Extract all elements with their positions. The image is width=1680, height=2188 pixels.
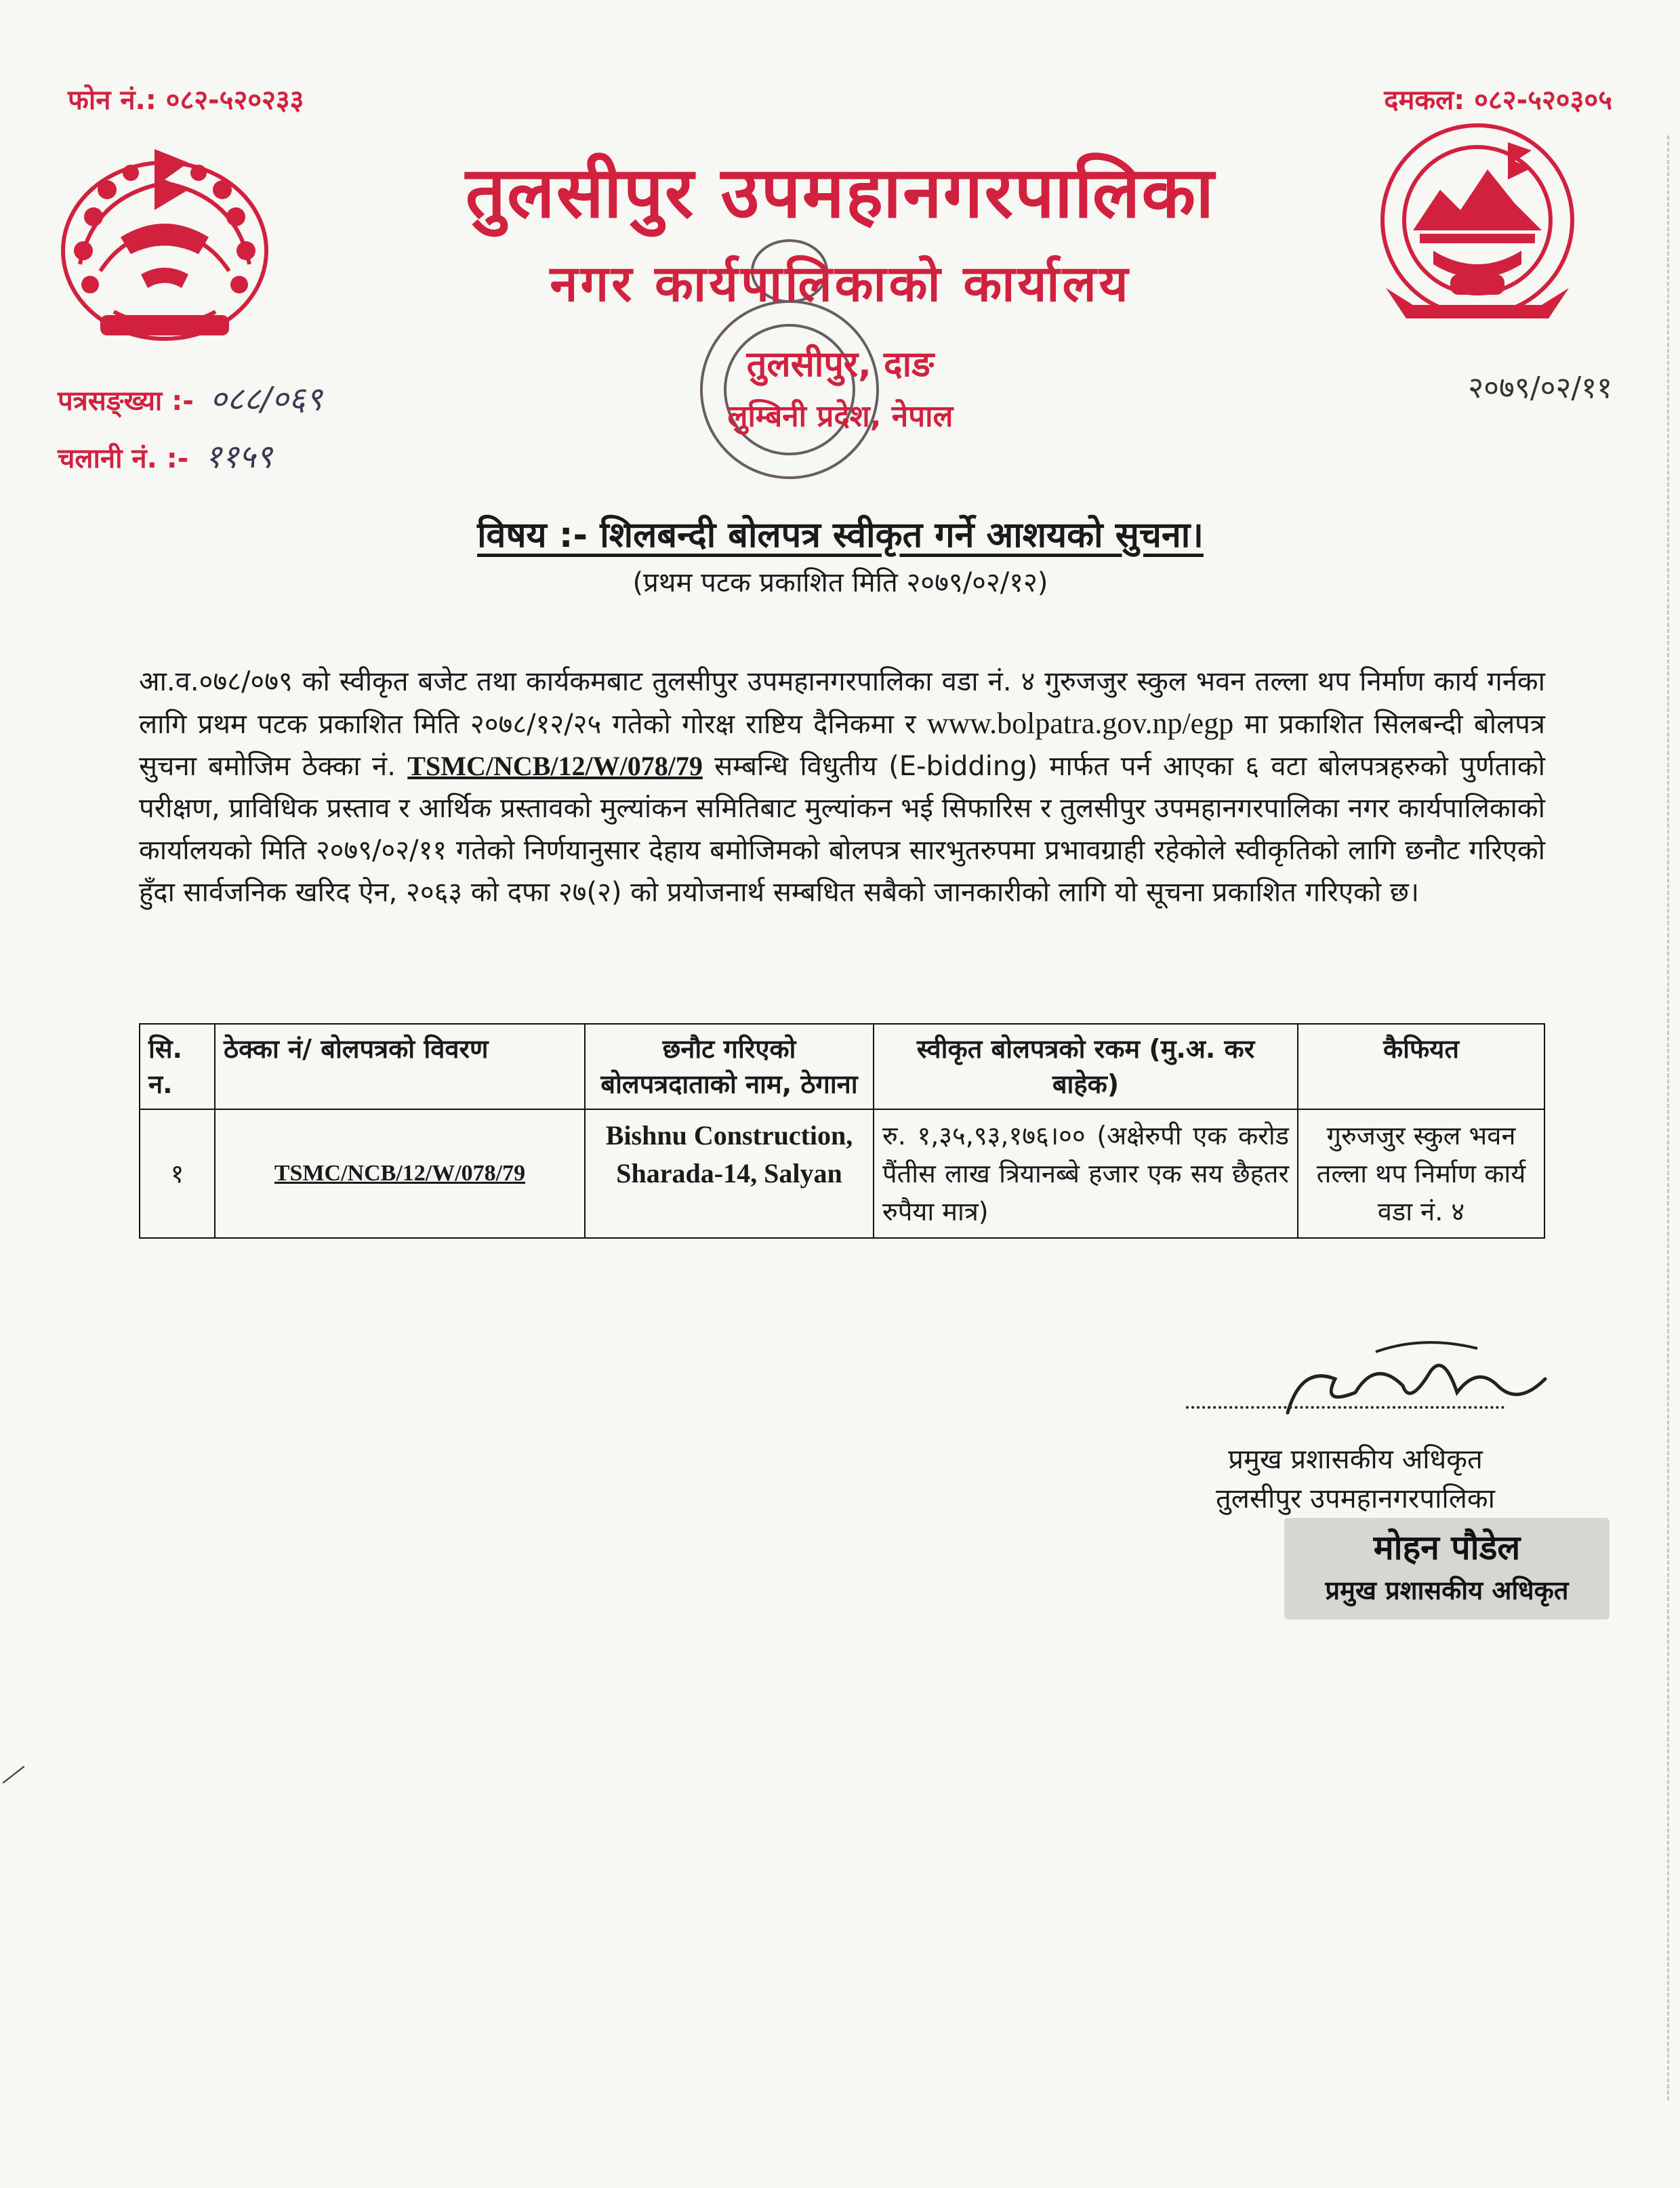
body-part-2: मा प्रकाशित सिलबन्दी बोलपत्र सुचना बमोजिम ठेक्का नं. xyxy=(139,709,1545,782)
cell-bidder: Bishnu Construction, Sharada-14, Salyan xyxy=(585,1109,874,1238)
publication-date: (प्रथम पटक प्रकाशित मिति २०७९/०२/१२) xyxy=(632,567,1048,598)
header-serial: सि. न. xyxy=(140,1024,215,1109)
dispatch-value: ११५९ xyxy=(205,438,273,476)
body-part-3: सम्बन्धि विधुतीय (E-bidding) मार्फत पर्न आएका ६ वटा बोलपत्रहरुको पुर्णताको परीक्षण, प्राविधिक प्रस्ताव र आर्थिक प्रस्तावको मुल्यांकन समितिबाट मुल्यांकन भई सिफारिस र तुलसीपुर उपमहानगरपालिका नगर कार्यपालिकाको कार्यालयको मिति २०७९/०२/११ गतेको निर्णयानुसार देहाय बमोजिमको बोलपत्र सारभुतरुपमा प्रभावग्राही रहेकोले स्वीकृतिको लागि छनौट गरिएको हुँदा सार्वजनिक खरिद ऐन, २०६३ को दफा २७(२) को प्रयोजनार्थ सम्बधित सबैको जानकारीको लागि यो सूचना प्रकाशित गरिएको छ। xyxy=(139,751,1545,908)
header-bidder: छनौट गरिएको बोलपत्रदाताको नाम, ठेगाना xyxy=(585,1024,874,1109)
bolpatra-url: www.bolpatra.gov.np/egp xyxy=(926,707,1234,740)
office-city: तुलसीपुर, दाङ xyxy=(746,344,935,385)
subject-text: विषय :- शिलबन्दी बोलपत्र स्वीकृत गर्ने आशयको सुचना। xyxy=(477,515,1204,556)
notice-body xyxy=(139,661,1545,913)
cell-amount: रु. १,३५,९३,१७६।०० (अक्षेरुपी एक करोड पैंतीस लाख त्रियानब्बे हजार एक सय छैहतर रुपैया मात्र) xyxy=(874,1109,1298,1238)
subject-heading xyxy=(136,510,1545,558)
header-remarks: कैफियत xyxy=(1298,1024,1544,1109)
dispatch-label: चलानी नं. :- xyxy=(58,443,189,474)
dispatch-number xyxy=(58,434,272,478)
cell-remarks: गुरुजजुर स्कुल भवन तल्ला थप निर्माण कार्य वडा नं. ४ xyxy=(1298,1109,1544,1238)
table-row xyxy=(140,1109,1544,1238)
reference-value: ०८८/०६९ xyxy=(209,380,323,418)
reference-label: पत्रसङ्ख्या :- xyxy=(58,386,194,417)
cell-contract: TSMC/NCB/12/W/078/79 xyxy=(215,1109,585,1238)
office-subtitle: नगर कार्यपालिकाको कार्यालय xyxy=(550,255,1131,313)
municipality-title: तुलसीपुर उपमहानगरपालिका xyxy=(465,151,1216,234)
signatory-title xyxy=(1179,1440,1532,1519)
scan-edge xyxy=(1667,136,1671,2101)
office-province: लुम्बिनी प्रदेश, नेपाल xyxy=(727,399,954,434)
award-table xyxy=(139,1023,1545,1239)
header-amount: स्वीकृत बोलपत्रको रकम (मु.अ. कर बाहेक) xyxy=(874,1024,1298,1109)
municipality-emblem-icon xyxy=(1372,115,1582,332)
letter-date: २०७९/०२/११ xyxy=(1468,371,1612,405)
stamp-officer-name: मोहन पौडेल xyxy=(1373,1528,1521,1567)
table-header-row xyxy=(140,1024,1544,1109)
cell-serial: १ xyxy=(140,1109,215,1238)
signature-line xyxy=(1186,1406,1504,1409)
stamp-officer-title: प्रमुख प्रशासकीय अधिकृत xyxy=(1325,1575,1569,1605)
reference-number xyxy=(58,376,323,420)
phone-number: फोन नं.: ०८२-५२०२३३ xyxy=(68,85,304,116)
signatory-designation: प्रमुख प्रशासकीय अधिकृत xyxy=(1228,1444,1483,1475)
handwritten-signature xyxy=(1274,1338,1559,1426)
contract-number: TSMC/NCB/12/W/078/79 xyxy=(407,751,703,781)
scan-mark xyxy=(3,1766,25,1783)
signatory-office: तुलसीपुर उपमहानगरपालिका xyxy=(1216,1483,1495,1514)
nepal-emblem-icon xyxy=(53,136,276,352)
fire-brigade-number: दमकल: ०८२-५२०३०५ xyxy=(1384,85,1612,116)
body-part-1: आ.व.०७८/०७९ को स्वीकृत बजेट तथा कार्यकमबाट तुलसीपुर उपमहानगरपालिका वडा नं. ४ गुरुजजुर स्कुल भवन तल्ला थप निर्माण कार्य गर्नका लागि प्रथम पटक प्रकाशित मिति २०७८/१२/२५ गतेको गोरक्ष राष्टिय दैनिकमा र xyxy=(139,666,1545,740)
header-contract: ठेक्का नं/ बोलपत्रको विवरण xyxy=(215,1024,585,1109)
